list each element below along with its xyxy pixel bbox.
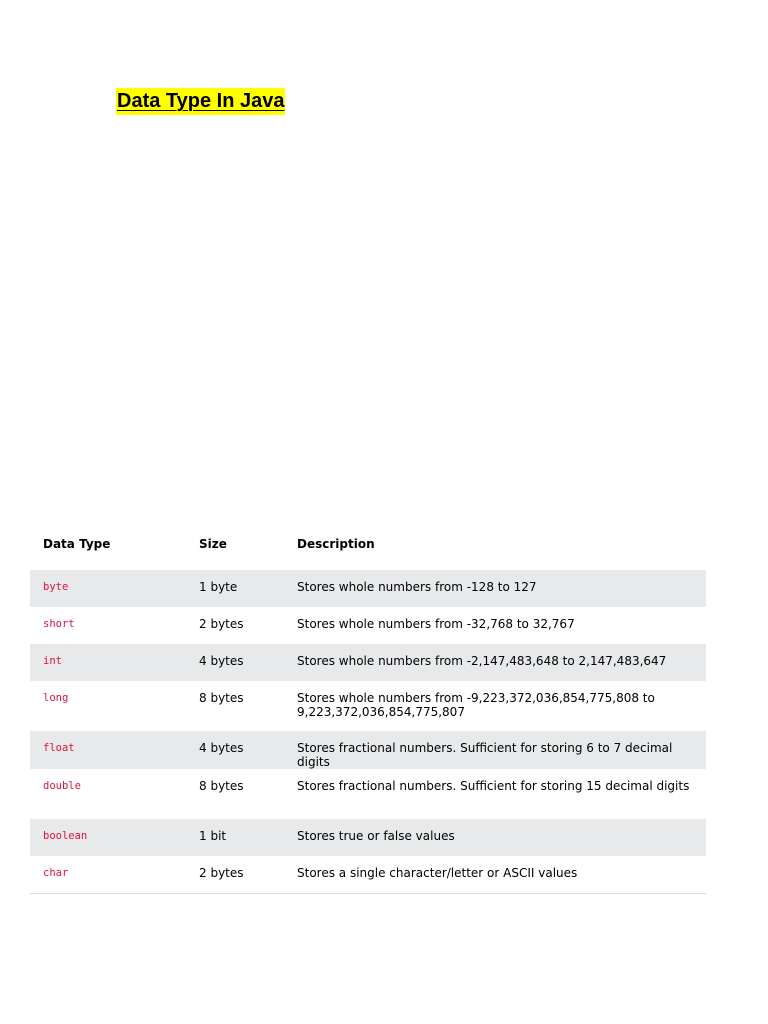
cell-type: double: [43, 780, 81, 792]
cell-size: 2 bytes: [199, 617, 244, 631]
table-header-row: [30, 527, 706, 570]
header-data-type: Data Type: [43, 537, 111, 551]
cell-description: Stores a single character/letter or ASCII values: [297, 866, 578, 880]
header-description: Description: [297, 537, 375, 551]
cell-description: Stores whole numbers from -2,147,483,648 to 2,147,483,647: [297, 644, 706, 681]
cell-description: Stores fractional numbers. Sufficient for storing 15 decimal digits: [297, 779, 690, 793]
header-size: Size: [199, 537, 227, 551]
cell-type: float: [30, 731, 199, 769]
cell-description: Stores whole numbers from -128 to 127: [297, 570, 706, 607]
cell-description: Stores whole numbers from -9,223,372,036,854,775,808 to 9,223,372,036,854,775,807: [297, 691, 655, 719]
table: [30, 527, 706, 893]
cell-description: Stores whole numbers from -32,768 to 32,767: [297, 617, 575, 631]
table-row: [30, 856, 706, 893]
cell-type: short: [43, 618, 75, 630]
cell-type: long: [43, 692, 69, 704]
table-row: [30, 731, 706, 769]
cell-size: 2 bytes: [199, 866, 244, 880]
cell-type: char: [43, 867, 69, 879]
table-row: [30, 769, 706, 819]
cell-size: 8 bytes: [199, 779, 244, 793]
table-row: [30, 644, 706, 681]
page-title: Data Type In Java: [116, 88, 285, 115]
cell-description: Stores true or false values: [297, 819, 706, 856]
table-row: [30, 607, 706, 644]
table-row: [30, 570, 706, 607]
table-row: [30, 681, 706, 731]
cell-size: 4 bytes: [199, 644, 297, 681]
cell-size: 1 bit: [199, 819, 297, 856]
cell-type: boolean: [30, 819, 199, 856]
cell-description: Stores fractional numbers. Sufficient for storing 6 to 7 decimal digits: [297, 731, 706, 769]
cell-type: byte: [30, 570, 199, 607]
cell-type: int: [30, 644, 199, 681]
table-row: [30, 819, 706, 856]
cell-size: 1 byte: [199, 570, 297, 607]
cell-size: 8 bytes: [199, 691, 244, 705]
cell-size: 4 bytes: [199, 731, 297, 769]
data-types-table: [30, 527, 706, 894]
